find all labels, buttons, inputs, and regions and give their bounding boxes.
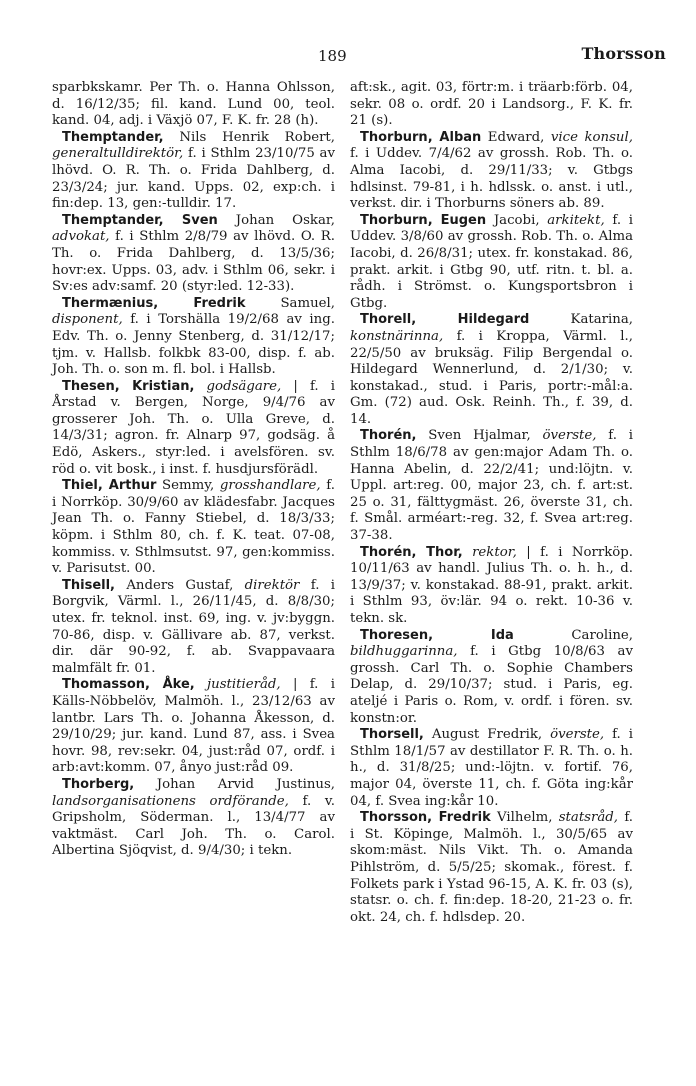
- register-entry: Thorberg, Johan Arvid Justinus, landsorganisationens ordförande, f. v. Gripsholm, Söderman. l., 13/4/77 av vaktmäst. Carl Joh. Th. o. Carol. Albertina Sjöqvist, d. 9/4/30; i tekn.: [52, 776, 336, 859]
- entry-role: rektor,: [472, 544, 517, 560]
- entry-role: konstnärinna,: [350, 328, 444, 344]
- entry-name: Thermænius, Fredrik: [62, 295, 246, 311]
- entry-text: f. i Uddev. 3/8/60 av grossh. Rob. Th. o. Alma Iacobi, d. 26/8/31; utex. fr. konstakad. 86, prakt. arkit. i Gtbg 90, utf. ritn. t. bl. a. rådh. i Strömst. o. Kungsportsbron i Gtbg.: [350, 212, 634, 311]
- entry-name: Thorburn, Alban: [360, 129, 482, 145]
- register-entry: Themptander, Sven Johan Oskar, advokat, f. i Sthlm 2/8/79 av lhövd. O. R. Th. o. Frida Dahlberg, d. 13/5/36; hovr:ex. Upps. 03, adv. i Sthlm 06, sekr. i Sv:es adv:samf. 20 (styr:led. 12-33).: [52, 212, 336, 295]
- register-entry: [52, 379, 335, 479]
- left-column: [52, 80, 335, 860]
- entry-role: bildhuggarinna,: [350, 644, 458, 660]
- entry-role: statsråd,: [558, 810, 619, 826]
- entry-name: Thorburn, Eugen: [360, 212, 487, 228]
- entry-name: Thesen, Kristian,: [62, 378, 195, 394]
- entry-role: överste,: [550, 727, 605, 743]
- entry-text: | f. i Norrköp. 10/11/63 av handl. Julius Th. o. h. h., d. 13/9/37; v. konstakad. 88-91, prakt. arkit. i Sthlm 93, öv:lär. 94 o. rekt. 10-36 v. tekn. sk.: [350, 544, 633, 626]
- entry-text: f. i Sthlm 2/8/79 av lhövd. O. R. Th. o. Frida Dahlberg, d. 13/5/36; hovr:ex. Upps. 03, adv. i Sthlm 06, sekr. i Sv:es adv:samf. 20 (styr:led. 12-33).: [52, 229, 335, 295]
- register-entry: Thermænius, Fredrik Samuel, disponent, f. i Torshälla 19/2/68 av ing. Edv. Th. o. Jenny Stenberg, d. 31/12/17; tjm. v. Hallsb. folkbk 83-00, disp. f. ab. Joh. Th. o. son m. fl. bol. i Hallsb.: [52, 295, 335, 378]
- entry-text: f. i Uddev. 7/4/62 av grossh. Rob. Th. o. Alma Iacobi, d. 29/11/33; v. Gtbgs hdlsinst. 79-81, i h. hdlssk. o. anst. i utl., verkst. dir. i Thorburns söners ab. 89.: [350, 146, 633, 212]
- register-entry: Themptander, Nils Henrik Robert, generaltulldirektör, f. i Sthlm 23/10/75 av lhövd. O. R. Th. o. Frida Dahlberg, d. 23/3/24; jur. kand. Upps. 02, exp:ch. i fin:dep. 13, gen:-tulldir. 17.: [52, 129, 336, 212]
- register-entry: Thiel, Arthur Semmy, grosshandlare, f. i Norrköp. 30/9/60 av klädesfabr. Jacques Jean Th. o. Fanny Stiebel, d. 18/3/33; köpm. i Sthlm 80, ch. f. K. teat. 07-08, kommiss. v. Sthlmsutst. 97, gen:kommiss. v. Parisutst. 00.: [52, 478, 335, 577]
- entry-text: f. i Gtbg 10/8/63 av grossh. Carl Th. o. Sophie Chambers Delap, d. 29/10/37; stud. i Paris, eg. ateljé i Paris o. Rom, v. ordf. i fören. sv. konstn:or.: [350, 644, 633, 726]
- entry-role: disponent,: [52, 312, 123, 328]
- register-entry: Thorsell, August Fredrik, överste, f. i Sthlm 18/1/57 av destillator F. R. Th. o. h. h., d. 31/8/25; und:-löjtn. v. fortif. 76, major 04, överste 11, ch. f. Göta ing:kår 04, f. Svea ing:kår 10.: [350, 727, 634, 809]
- entry-name: Thorell, Hildegard: [360, 312, 530, 328]
- entry-role: godsägare,: [206, 378, 282, 394]
- entry-text: | f. i Källs-Nöbbelöv, Malmöh. l., 23/12/63 av lantbr. Lars Th. o. Johanna Åkesson, d. 29/10/29; jur. kand. Lund 87, ass. i Svea hovr. 98, rev:sekr. 04, just:råd 07, ordf. i arb:avt:komm. 07, ånyo just:råd 09.: [52, 677, 335, 776]
- entry-text: f. i Sthlm 18/1/57 av destillator F. R. Th. o. h. h., d. 31/8/25; und:-löjtn. v. fortif. 76, major 04, överste 11, ch. f. Göta ing:kår 04, f. Svea ing:kår 10.: [350, 727, 634, 809]
- entry-name: Thorsell,: [360, 727, 424, 743]
- entry-role: arkitekt,: [547, 212, 605, 228]
- right-column: [350, 80, 633, 926]
- entry-role: justitieråd,: [207, 677, 281, 693]
- entry-role: generaltulldirektör,: [52, 146, 184, 162]
- entry-name: Themptander, Sven: [62, 212, 218, 228]
- entry-text: f. i Borgvik, Värml. l., 26/11/45, d. 8/8/30; utex. fr. teknol. inst. 69, ing. v. jv:byggn. 70-86, disp. v. Gällivare ab. 87, verkst. dir. där 90-92, f. ab. Svappavaara malmfält fr. 01.: [52, 577, 336, 676]
- entry-name: Thorberg,: [62, 776, 135, 792]
- entry-text: f. i Sthlm 23/10/75 av lhövd. O. R. Th. o. Frida Dahlberg, d. 23/3/24; jur. kand. Upps. 02, exp:ch. i fin:dep. 13, gen:-tulldir. 17.: [52, 146, 335, 212]
- running-head: Thorsson: [581, 44, 666, 63]
- entry-name: Thisell,: [62, 577, 115, 593]
- entry-text: f. i Torshälla 19/2/68 av ing. Edv. Th. o. Jenny Stenberg, d. 31/12/17; tjm. v. Hallsb. folkbk 83-00, disp. f. ab. Joh. Th. o. son m. fl. bol. i Hallsb.: [52, 312, 335, 378]
- register-entry: [52, 80, 335, 130]
- register-entry: Thorburn, Eugen Jacobi, arkitekt, f. i Uddev. 3/8/60 av grossh. Rob. Th. o. Alma Iacobi, d. 26/8/31; utex. fr. konstakad. 86, prakt. arkit. i Gtbg 90, utf. ritn. t. bl. a. rådh. i Strömst. o. Kungsportsbron i Gtbg.: [350, 212, 634, 311]
- entry-role: grosshandlare,: [219, 478, 321, 494]
- entry-name: Thorsson, Fredrik: [360, 810, 491, 826]
- register-entry: Thorén, Sven Hjalmar, överste, f. i Sthlm 18/6/78 av gen:major Adam Th. o. Hanna Abelin, d. 22/2/41; und:löjtn. v. Uppl. art:reg. 00, major 23, ch. f. art:st. 25 o. 31, fälttygmäst. 26, överste 31, ch. f. Smål. arméart:-reg. 32, f. Svea art:reg. 37-38.: [350, 428, 633, 544]
- register-entry: Thorell, Hildegard Katarina, konstnärinna, f. i Kroppa, Värml. l., 22/5/50 av bruksäg. Filip Bergendal o. Hildegard Wennerlund, d. 2/1/30; v. konstakad., stud. i Paris, portr:-mål:a. Gm. (72) aud. Osk. Reinh. Th., f. 39, d. 14.: [350, 312, 634, 427]
- page-number: 189: [318, 47, 347, 65]
- entry-text: f. i Kroppa, Värml. l., 22/5/50 av bruksäg. Filip Bergendal o. Hildegard Wennerlund, d. 2/1/30; v. konstakad., stud. i Paris, portr:-mål:a. Gm. (72) aud. Osk. Reinh. Th., f. 39, d. 14.: [350, 328, 633, 427]
- entry-name: Thiel, Arthur: [62, 478, 157, 494]
- register-entry: Thisell, Anders Gustaf, direktör f. i Borgvik, Värml. l., 26/11/45, d. 8/8/30; utex. fr. teknol. inst. 69, ing. v. jv:byggn. 70-86, disp. v. Gällivare ab. 87, verkst. dir. där 90-92, f. ab. Svappavaara malmfält fr. 01.: [52, 577, 336, 676]
- entry-text: sparbkskamr. Per Th. o. Hanna Ohlsson, d. 16/12/35; fil. kand. Lund 00, teol. kand. 04, adj. i Växjö 07, F. K. fr. 28 (h).: [52, 80, 335, 129]
- page-header: [0, 44, 696, 70]
- entry-name: Themptander,: [62, 129, 164, 145]
- entry-text: | f. i Årstad v. Bergen, Norge, 9/4/76 av grosserer Joh. Th. o. Ulla Greve, d. 14/3/31; agron. fr. Alnarp 97, godsäg. å Edö, Askers., styr:led. i avelsfören. sv. röd o. vit bosk., i inst. f. husdjursförädl.: [52, 378, 335, 477]
- entry-text: f. i St. Köpinge, Malmöh. l., 30/5/65 av skom:mäst. Nils Vikt. Th. o. Amanda Pihlström, d. 5/5/25; skomak., förest. f. Folkets park i Ystad 96-15, A. K. fr. 03 (s), statsr. o. ch. f. fin:dep. 18-20, 21-23 o. fr. okt. 24, ch. f. hdlsdep. 20.: [350, 810, 634, 925]
- entry-name: Thorén,: [360, 428, 417, 444]
- entry-text: f. i Norrköp. 30/9/60 av klädesfabr. Jacques Jean Th. o. Fanny Stiebel, d. 18/3/33; köpm. i Sthlm 80, ch. f. K. teat. 07-08, kommiss. v. Sthlmsutst. 97, gen:kommiss. v. Parisutst. 00.: [52, 478, 335, 577]
- register-entry: [52, 677, 335, 777]
- entry-role: överste,: [542, 428, 597, 444]
- entry-text: aft:sk., agit. 03, förtr:m. i träarb:förb. 04, sekr. 08 o. ordf. 20 i Landsorg., F. K. fr. 21 (s).: [350, 80, 633, 129]
- register-entry: Thorsson, Fredrik Vilhelm, statsråd, f. i St. Köpinge, Malmöh. l., 30/5/65 av skom:mäst. Nils Vikt. Th. o. Amanda Pihlström, d. 5/5/25; skomak., förest. f. Folkets park i Ystad 96-15, A. K. fr. 03 (s), statsr. o. ch. f. fin:dep. 18-20, 21-23 o. fr. okt. 24, ch. f. hdlsdep. 20.: [350, 810, 634, 925]
- register-entry: [350, 80, 633, 130]
- entry-name: Thorén, Thor,: [360, 544, 463, 560]
- entry-text: f. i Sthlm 18/6/78 av gen:major Adam Th. o. Hanna Abelin, d. 22/2/41; und:löjtn. v. Uppl. art:reg. 00, major 23, ch. f. art:st. 25 o. 31, fälttygmäst. 26, överste 31, ch. f. Smål. arméart:-reg. 32, f. Svea art:reg. 37-38.: [350, 428, 633, 544]
- entry-role: vice konsul,: [550, 129, 633, 145]
- register-entry: [350, 545, 633, 628]
- register-entry: Thorburn, Alban Edward, vice konsul, f. i Uddev. 7/4/62 av grossh. Rob. Th. o. Alma Iacobi, d. 29/11/33; v. Gtbgs hdlsinst. 79-81, i h. hdlssk. o. anst. i utl., verkst. dir. i Thorburns söners ab. 89.: [350, 129, 633, 212]
- entry-name: Thoresen, Ida: [360, 627, 514, 643]
- register-entry: Thoresen, Ida Caroline, bildhuggarinna, f. i Gtbg 10/8/63 av grossh. Carl Th. o. Sophie Chambers Delap, d. 29/10/37; stud. i Paris, eg. ateljé i Paris o. Rom, v. ordf. i fören. sv. konstn:or.: [350, 627, 633, 726]
- entry-role: advokat,: [52, 229, 110, 245]
- entry-role: landsorganisationens ordförande,: [52, 793, 289, 809]
- entry-text: f. v. Gripsholm, Söderman. l., 13/4/77 av vaktmäst. Carl Joh. Th. o. Carol. Albertina Sjöqvist, d. 9/4/30; i tekn.: [52, 793, 336, 859]
- entry-role: direktör: [244, 577, 300, 593]
- entry-name: Thomasson, Åke,: [62, 677, 195, 693]
